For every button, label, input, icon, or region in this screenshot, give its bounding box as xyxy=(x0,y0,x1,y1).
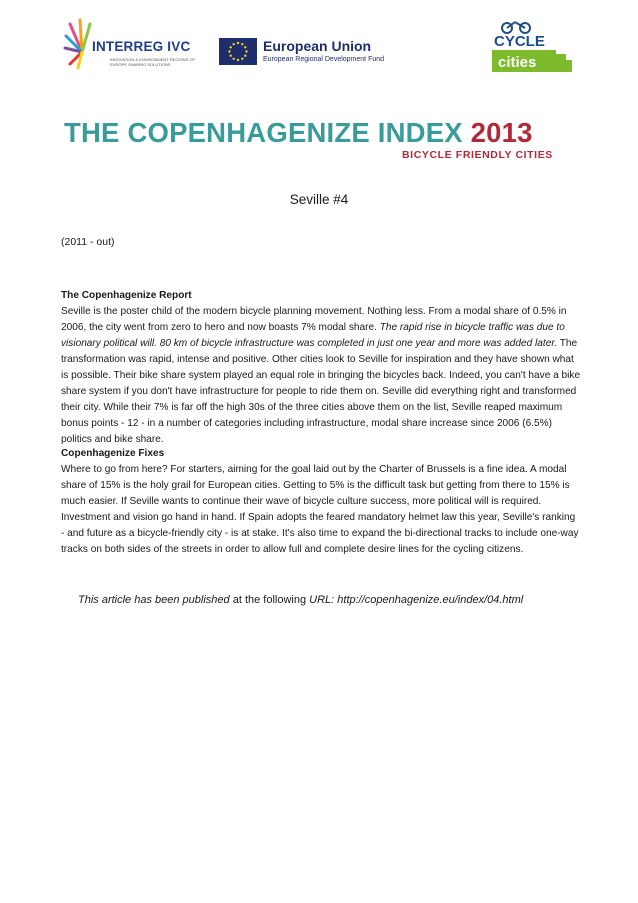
fixes-heading: Copenhagenize Fixes xyxy=(61,448,165,459)
banner-year: 2013 xyxy=(470,117,533,148)
bicycle-icon xyxy=(502,22,530,33)
interreg-name: INTERREG IVC xyxy=(92,39,191,54)
cycle-cities-logo xyxy=(492,20,572,72)
banner-title xyxy=(64,118,533,148)
cycle-logo-top-text: CYCLE xyxy=(494,33,545,50)
report-text-italic: The rapid rise in bicycle traffic was due to visionary political will. 80 km of bicycle infrastructure was completed in just one year and more was added later. xyxy=(61,322,565,349)
document-title: Seville #4 xyxy=(289,192,349,207)
fixes-section xyxy=(61,446,581,558)
report-heading: The Copenhagenize Report xyxy=(61,290,192,301)
eu-name: European Union xyxy=(263,38,372,54)
report-section xyxy=(61,288,581,448)
interreg-logo xyxy=(62,16,212,72)
report-text-part1: Seville is the poster child of the modern bicycle planning movement. Nothing less. From a modal share of 0.5% in 2006, the city went from zero to hero and now boasts 7% modal share. xyxy=(61,306,567,333)
eu-logo xyxy=(219,38,399,68)
status-note: (2011 - out) xyxy=(61,236,115,248)
banner-subtitle: BICYCLE FRIENDLY CITIES xyxy=(402,149,553,161)
credit-middle: at the following xyxy=(229,594,310,606)
credit-url-link[interactable]: URL: http://copenhagenize.eu/index/04.html xyxy=(309,594,524,606)
credit-lead: This article has been published xyxy=(78,594,230,606)
publication-credit xyxy=(78,594,523,606)
cycle-logo-bottom-text: cities xyxy=(498,54,537,71)
banner-title-text: THE COPENHAGENIZE INDEX xyxy=(64,117,463,148)
fixes-paragraph: Where to go from here? For starters, aiming for the goal laid out by the Charter of Brussels is a fine idea. A modal share of 15% is the holy grail for European cities. Getting to 5% is the difficult task but getting from there to 15% is much easier. If Seville wants to continue their wave of bicycle culture success, more political will is required. Investment and vision go hand in hand. If Spain adopts the feared mandatory helmet law this year, Seville's ranking - and future as a bicycle-friendly city - is at stake. It's also time to expand the bi-directional tracks to include one-way tracks on both sides of the streets in order to allow full and complete desire lines for the cycling citizens. xyxy=(61,464,579,555)
interreg-star-icon xyxy=(62,16,96,70)
report-paragraph xyxy=(61,304,581,448)
eu-fund-name: European Regional Development Fund xyxy=(263,56,385,63)
eu-flag-icon xyxy=(219,38,257,65)
interreg-tagline: INNOVATION & ENVIRONMENT REGIONS OF EUROPE SHARING SOLUTIONS xyxy=(110,57,195,67)
report-text-part2: The transformation was rapid, intense and positive. Other cities look to Seville for inspiration and they have shown what is possible. Their bike share system played an equal role in bringing the bicycles back. Indeed, you can't have a bike share system if you don't have infrastructure for people to ride them on. Seville did everything right and transformed their city. While their 7% is far off the high 30s of the three cities above them on the list, Seville reaped maximum bonus points - 12 - in a number of categories including infrastructure, modal share increase since 2006 (6.5%) politics and bike share. xyxy=(61,338,581,445)
